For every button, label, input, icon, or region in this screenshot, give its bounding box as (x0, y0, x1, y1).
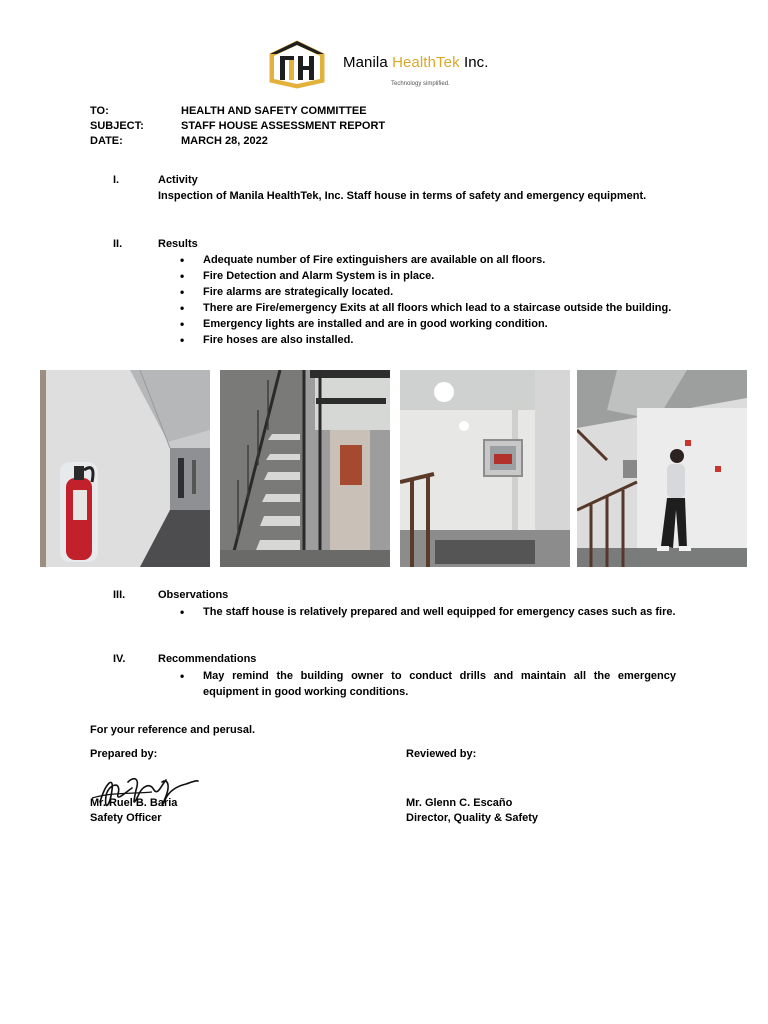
section-number: III. (113, 589, 126, 601)
list-item: • Adequate number of Fire extinguishers are available on all floors. (180, 252, 676, 268)
section-title: Activity (158, 174, 198, 186)
outdoor-staircase-photo (220, 370, 390, 567)
list-item: • The staff house is relatively prepared and well equipped for emergency cases such as fire. (180, 604, 676, 620)
observations-list (180, 604, 676, 620)
section-title: Recommendations (158, 653, 257, 665)
to-value: HEALTH AND SAFETY COMMITTEE (181, 105, 367, 117)
subject-label: SUBJECT: (90, 120, 144, 132)
memo-header (90, 104, 385, 149)
brand-name: Manila HealthTek Inc. (343, 54, 489, 71)
date-label: DATE: (90, 135, 123, 147)
brand-highlight: HealthTek (392, 54, 460, 71)
recommendations-list (180, 668, 676, 700)
person-at-stairwell-photo (577, 370, 747, 567)
hallway-fire-extinguisher-photo (40, 370, 210, 567)
results-list (180, 252, 676, 348)
prepared-by-label: Prepared by: (90, 748, 158, 760)
to-label: TO: (90, 105, 109, 117)
company-logo (265, 38, 565, 96)
reviewed-by-label: Reviewed by: (406, 748, 477, 760)
section-number: IV. (113, 653, 126, 665)
date-value: MARCH 28, 2022 (181, 135, 268, 147)
list-item: • Emergency lights are installed and are in good working condition. (180, 316, 676, 332)
list-item: • May remind the building owner to conduct drills and maintain all the emergency equipment in good working conditions. (180, 668, 676, 700)
reviewer-title: Director, Quality & Safety (406, 812, 539, 824)
preparer-name: Mr. Ruel B. Baria (90, 797, 178, 809)
list-item: • Fire alarms are strategically located. (180, 284, 676, 300)
reviewer-name: Mr. Glenn C. Escaño (406, 797, 513, 809)
brand-tagline: Technology simplified. (391, 81, 450, 87)
section-number: II. (113, 238, 123, 250)
logo-mark-icon (265, 38, 329, 90)
subject-value: STAFF HOUSE ASSESSMENT REPORT (181, 120, 386, 132)
reference-note: For your reference and perusal. (90, 724, 256, 736)
preparer-title: Safety Officer (90, 812, 162, 824)
list-item: • There are Fire/emergency Exits at all floors which lead to a staircase outside the building. (180, 300, 676, 316)
section-number: I. (113, 174, 120, 186)
list-item: • Fire Detection and Alarm System is in place. (180, 268, 676, 284)
fire-hose-cabinet-photo (400, 370, 570, 567)
list-item: • Fire hoses are also installed. (180, 332, 676, 348)
activity-text: Inspection of Manila HealthTek, Inc. Staff house in terms of safety and emergency equipment. (158, 190, 647, 202)
section-title: Results (158, 238, 198, 250)
section-title: Observations (158, 589, 229, 601)
